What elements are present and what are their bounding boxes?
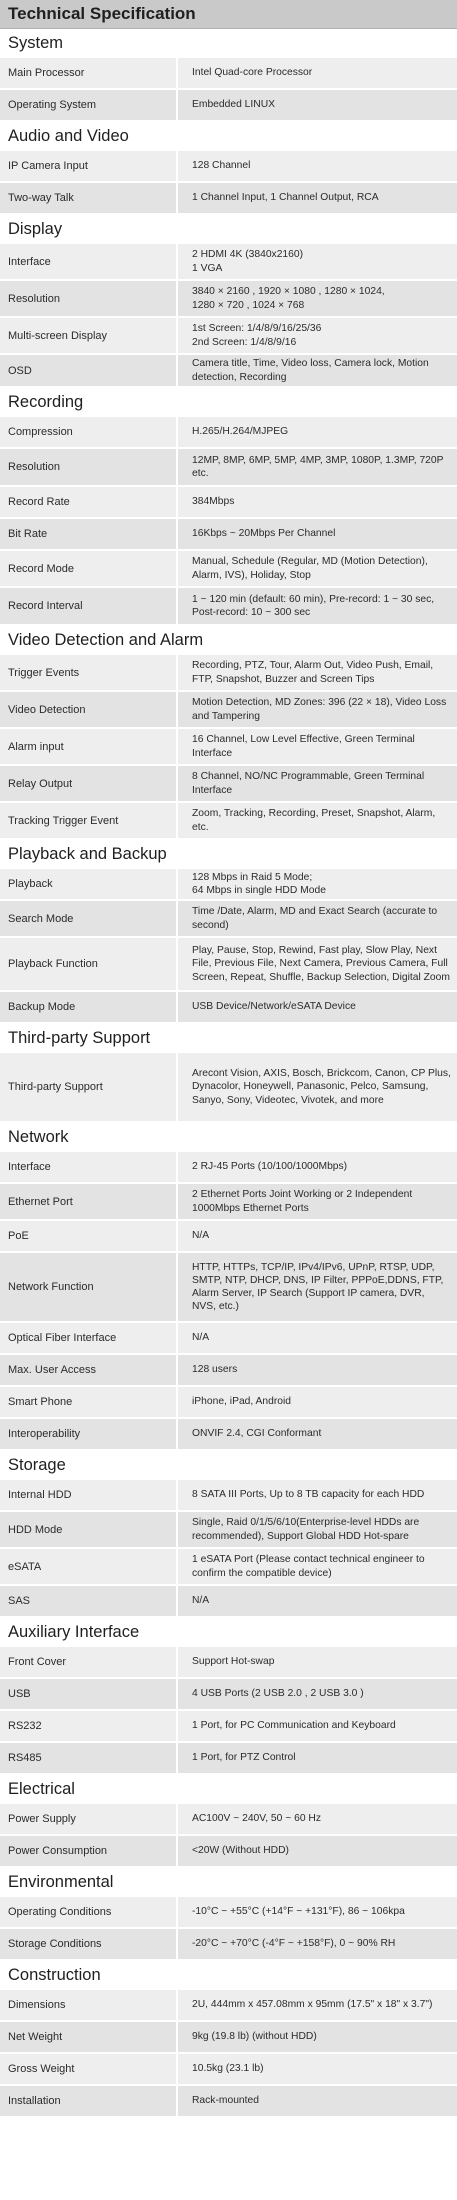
spec-value: 3840 × 2160 , 1920 × 1080 , 1280 × 1024, 1280 × 720 , 1024 × 768 <box>178 281 457 316</box>
spec-value: 16 Channel, Low Level Effective, Green Terminal Interface <box>178 729 457 764</box>
spec-label: Two-way Talk <box>0 183 178 213</box>
spec-row <box>0 1743 457 1775</box>
spec-value: H.265/H.264/MJPEG <box>178 417 457 447</box>
spec-row <box>0 1836 457 1868</box>
spec-value: 1 Port, for PTZ Control <box>178 1743 457 1773</box>
spec-value: N/A <box>178 1323 457 1353</box>
spec-row <box>0 1419 457 1451</box>
spec-row <box>0 1323 457 1355</box>
spec-label: RS485 <box>0 1743 178 1773</box>
spec-value: ONVIF 2.4, CGI Conformant <box>178 1419 457 1449</box>
spec-value: 12MP, 8MP, 6MP, 5MP, 4MP, 3MP, 1080P, 1.3MP, 720P etc. <box>178 449 457 485</box>
spec-label: Power Consumption <box>0 1836 178 1866</box>
spec-value: Camera title, Time, Video loss, Camera lock, Motion detection, Recording <box>178 355 457 386</box>
spec-row <box>0 1586 457 1618</box>
spec-label: Interface <box>0 244 178 279</box>
spec-row <box>0 1897 457 1929</box>
spec-value: 384Mbps <box>178 487 457 517</box>
spec-label: Power Supply <box>0 1804 178 1834</box>
spec-label: Interface <box>0 1152 178 1182</box>
spec-label: SAS <box>0 1586 178 1616</box>
spec-row <box>0 1355 457 1387</box>
spec-value: Single, Raid 0/1/5/6/10(Enterprise-level HDDs are recommended), Support Global HDD Hot-spare <box>178 1512 457 1547</box>
spec-row <box>0 1990 457 2022</box>
page-title: Technical Specification <box>0 0 457 29</box>
spec-row <box>0 588 457 626</box>
spec-label: eSATA <box>0 1549 178 1584</box>
spec-label: HDD Mode <box>0 1512 178 1547</box>
spec-label: Storage Conditions <box>0 1929 178 1959</box>
spec-label: Compression <box>0 417 178 447</box>
spec-label: Alarm input <box>0 729 178 764</box>
spec-label: Third-party Support <box>0 1053 178 1121</box>
spec-value: Time /Date, Alarm, MD and Exact Search (accurate to second) <box>178 901 457 936</box>
spec-row <box>0 655 457 692</box>
spec-label: Resolution <box>0 281 178 316</box>
spec-label: Search Mode <box>0 901 178 936</box>
spec-row <box>0 281 457 318</box>
section-network <box>0 1123 457 1451</box>
spec-row <box>0 1253 457 1323</box>
section-header: Video Detection and Alarm <box>0 626 457 655</box>
spec-label: OSD <box>0 355 178 386</box>
spec-row <box>0 519 457 551</box>
spec-label: Max. User Access <box>0 1355 178 1385</box>
spec-label: Record Rate <box>0 487 178 517</box>
spec-value: Motion Detection, MD Zones: 396 (22 × 18), Video Loss and Tampering <box>178 692 457 727</box>
spec-value: 128 users <box>178 1355 457 1385</box>
spec-label: Front Cover <box>0 1647 178 1677</box>
spec-row <box>0 1387 457 1419</box>
spec-row <box>0 992 457 1024</box>
spec-value: 2U, 444mm x 457.08mm x 95mm (17.5" x 18" x 3.7") <box>178 1990 457 2020</box>
spec-value: HTTP, HTTPs, TCP/IP, IPv4/IPv6, UPnP, RTSP, UDP, SMTP, NTP, DHCP, DNS, IP Filter, PPPoE,DDNS, FTP, Alarm Server, IP Search (Support IP camera, DVR, NVS, etc.) <box>178 1253 457 1321</box>
spec-label: Backup Mode <box>0 992 178 1022</box>
spec-row <box>0 803 457 840</box>
spec-label: IP Camera Input <box>0 151 178 181</box>
spec-row <box>0 2022 457 2054</box>
spec-row <box>0 1152 457 1184</box>
spec-label: Interoperability <box>0 1419 178 1449</box>
spec-row <box>0 151 457 183</box>
spec-label: USB <box>0 1679 178 1709</box>
spec-row <box>0 487 457 519</box>
spec-label: Optical Fiber Interface <box>0 1323 178 1353</box>
spec-label: Resolution <box>0 449 178 485</box>
section-header: Network <box>0 1123 457 1152</box>
spec-row <box>0 1053 457 1123</box>
section-third-party-support <box>0 1024 457 1123</box>
section-header: Auxiliary Interface <box>0 1618 457 1647</box>
spec-row <box>0 2086 457 2118</box>
spec-value: 8 SATA III Ports, Up to 8 TB capacity for each HDD <box>178 1480 457 1510</box>
spec-row <box>0 1512 457 1549</box>
spec-value: AC100V ~ 240V, 50 ~ 60 Hz <box>178 1804 457 1834</box>
spec-value: 128 Mbps in Raid 5 Mode; 64 Mbps in single HDD Mode <box>178 869 457 899</box>
section-auxiliary-interface <box>0 1618 457 1775</box>
spec-row <box>0 1804 457 1836</box>
spec-label: PoE <box>0 1221 178 1251</box>
spec-row <box>0 417 457 449</box>
spec-label: Playback Function <box>0 938 178 990</box>
spec-label: Gross Weight <box>0 2054 178 2084</box>
section-construction <box>0 1961 457 2118</box>
spec-row <box>0 2054 457 2086</box>
section-electrical <box>0 1775 457 1868</box>
spec-label: Record Mode <box>0 551 178 586</box>
spec-row <box>0 1480 457 1512</box>
spec-label: Bit Rate <box>0 519 178 549</box>
spec-row <box>0 90 457 122</box>
spec-value: 16Kbps ~ 20Mbps Per Channel <box>178 519 457 549</box>
spec-row <box>0 766 457 803</box>
section-header: Audio and Video <box>0 122 457 151</box>
spec-value: USB Device/Network/eSATA Device <box>178 992 457 1022</box>
spec-label: Trigger Events <box>0 655 178 690</box>
spec-label: RS232 <box>0 1711 178 1741</box>
section-playback-and-backup <box>0 840 457 1024</box>
spec-value: 1 ~ 120 min (default: 60 min), Pre-record: 1 ~ 30 sec, Post-record: 10 ~ 300 sec <box>178 588 457 624</box>
spec-label: Operating System <box>0 90 178 120</box>
section-header: Recording <box>0 388 457 417</box>
section-header: Construction <box>0 1961 457 1990</box>
spec-row <box>0 1221 457 1253</box>
spec-row <box>0 938 457 992</box>
spec-value: Arecont Vision, AXIS, Bosch, Brickcom, Canon, CP Plus, Dynacolor, Honeywell, Panasonic, Pelco, Samsung, Sanyo, Sony, Videotec, Vivotek, and more <box>178 1053 457 1121</box>
spec-value: Manual, Schedule (Regular, MD (Motion Detection), Alarm, IVS), Holiday, Stop <box>178 551 457 586</box>
spec-label: Operating Conditions <box>0 1897 178 1927</box>
spec-value: 8 Channel, NO/NC Programmable, Green Terminal Interface <box>178 766 457 801</box>
spec-row <box>0 244 457 281</box>
spec-row <box>0 1549 457 1586</box>
spec-label: Multi-screen Display <box>0 318 178 353</box>
spec-value: 128 Channel <box>178 151 457 181</box>
spec-label: Tracking Trigger Event <box>0 803 178 838</box>
spec-value: 10.5kg (23.1 lb) <box>178 2054 457 2084</box>
spec-value: N/A <box>178 1586 457 1616</box>
spec-value: Intel Quad-core Processor <box>178 58 457 88</box>
spec-row <box>0 318 457 355</box>
spec-row <box>0 1679 457 1711</box>
section-header: Display <box>0 215 457 244</box>
spec-row <box>0 449 457 487</box>
section-video-detection-and-alarm <box>0 626 457 840</box>
spec-row <box>0 1929 457 1961</box>
spec-value: -20°C ~ +70°C (-4°F ~ +158°F), 0 ~ 90% RH <box>178 1929 457 1959</box>
spec-value: N/A <box>178 1221 457 1251</box>
spec-value: 1 Channel Input, 1 Channel Output, RCA <box>178 183 457 213</box>
spec-value: Support Hot-swap <box>178 1647 457 1677</box>
spec-row <box>0 692 457 729</box>
spec-label: Record Interval <box>0 588 178 624</box>
spec-label: Dimensions <box>0 1990 178 2020</box>
spec-value: Rack-mounted <box>178 2086 457 2116</box>
section-recording <box>0 388 457 626</box>
spec-value: 4 USB Ports (2 USB 2.0 , 2 USB 3.0 ) <box>178 1679 457 1709</box>
section-environmental <box>0 1868 457 1961</box>
spec-row <box>0 58 457 90</box>
section-header: Storage <box>0 1451 457 1480</box>
spec-value: <20W (Without HDD) <box>178 1836 457 1866</box>
spec-value: Recording, PTZ, Tour, Alarm Out, Video Push, Email, FTP, Snapshot, Buzzer and Screen Tips <box>178 655 457 690</box>
spec-label: Network Function <box>0 1253 178 1321</box>
section-system <box>0 29 457 122</box>
spec-row <box>0 1711 457 1743</box>
spec-value: 2 RJ-45 Ports (10/100/1000Mbps) <box>178 1152 457 1182</box>
spec-row <box>0 1184 457 1221</box>
section-header: System <box>0 29 457 58</box>
spec-value: 9kg (19.8 lb) (without HDD) <box>178 2022 457 2052</box>
section-header: Environmental <box>0 1868 457 1897</box>
spec-row <box>0 355 457 388</box>
spec-value: 1st Screen: 1/4/8/9/16/25/36 2nd Screen: 1/4/8/9/16 <box>178 318 457 353</box>
spec-value: Zoom, Tracking, Recording, Preset, Snapshot, Alarm, etc. <box>178 803 457 838</box>
spec-value: 2 HDMI 4K (3840x2160) 1 VGA <box>178 244 457 279</box>
spec-value: iPhone, iPad, Android <box>178 1387 457 1417</box>
spec-value: 1 eSATA Port (Please contact technical engineer to confirm the compatible device) <box>178 1549 457 1584</box>
section-header: Playback and Backup <box>0 840 457 869</box>
spec-row <box>0 869 457 901</box>
spec-label: Installation <box>0 2086 178 2116</box>
spec-sections <box>0 29 457 2118</box>
spec-label: Ethernet Port <box>0 1184 178 1219</box>
spec-row <box>0 1647 457 1679</box>
section-display <box>0 215 457 388</box>
section-header: Electrical <box>0 1775 457 1804</box>
spec-value: Play, Pause, Stop, Rewind, Fast play, Slow Play, Next File, Previous File, Next Camera, Previous Camera, Full Screen, Repeat, Shuffle, Backup Selection, Digital Zoom <box>178 938 457 990</box>
spec-row <box>0 183 457 215</box>
section-audio-and-video <box>0 122 457 215</box>
spec-label: Internal HDD <box>0 1480 178 1510</box>
section-header: Third-party Support <box>0 1024 457 1053</box>
spec-label: Playback <box>0 869 178 899</box>
spec-label: Smart Phone <box>0 1387 178 1417</box>
spec-label: Video Detection <box>0 692 178 727</box>
spec-label: Main Processor <box>0 58 178 88</box>
spec-row <box>0 729 457 766</box>
section-storage <box>0 1451 457 1618</box>
spec-label: Net Weight <box>0 2022 178 2052</box>
spec-label: Relay Output <box>0 766 178 801</box>
spec-value: 2 Ethernet Ports Joint Working or 2 Independent 1000Mbps Ethernet Ports <box>178 1184 457 1219</box>
spec-value: Embedded LINUX <box>178 90 457 120</box>
spec-value: -10°C ~ +55°C (+14°F ~ +131°F), 86 ~ 106kpa <box>178 1897 457 1927</box>
spec-row <box>0 901 457 938</box>
spec-value: 1 Port, for PC Communication and Keyboard <box>178 1711 457 1741</box>
spec-row <box>0 551 457 588</box>
